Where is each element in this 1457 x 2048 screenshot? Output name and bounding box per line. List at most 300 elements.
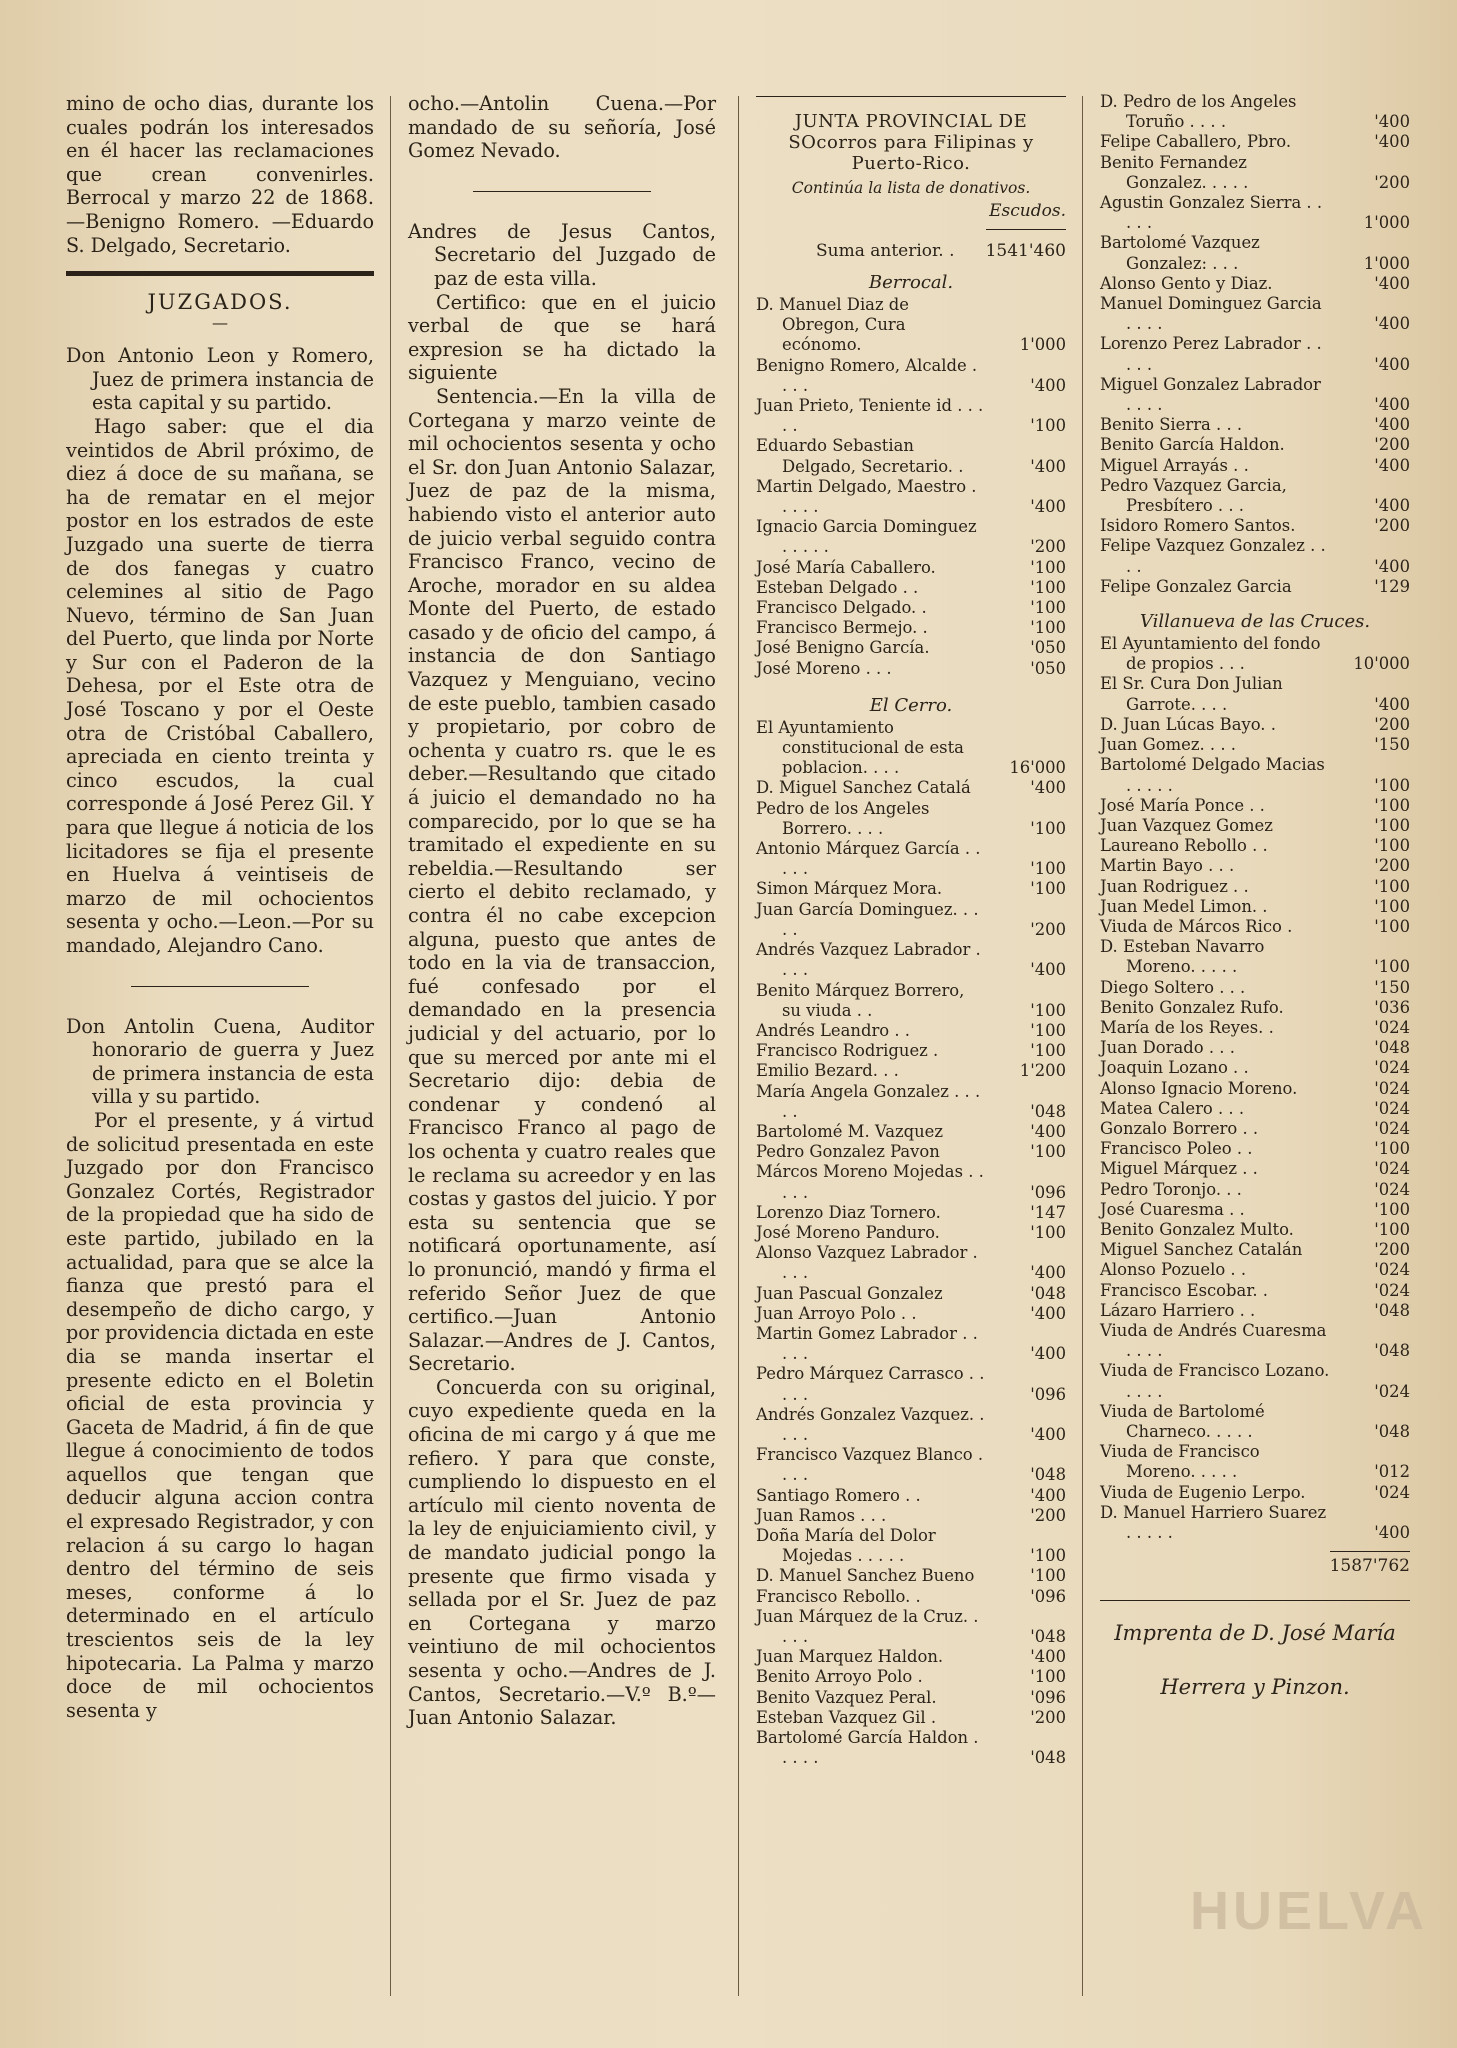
donor-name: Francisco Delgado. . [756,598,927,618]
donor-row [1100,1038,1410,1058]
donor-row [756,940,1066,980]
donor-name: Benito Gonzalez Rufo. [1100,997,1284,1017]
donor-name: Alonso Vazquez Labrador . . . . [756,1243,978,1283]
donation-amount: 1'000 [1363,253,1410,273]
donation-amount: '400 [1030,1344,1066,1364]
donor-name: El Ayuntamiento constitucional de esta poblacion. . . . [756,717,964,778]
donor-row [756,436,1066,476]
donation-amount: '400 [1030,375,1066,395]
donor-name: José María Caballero. [756,557,936,577]
donor-row [1100,634,1410,674]
donation-amount: '200 [1374,435,1410,455]
donor-name: María de los Reyes. . [1100,1017,1274,1037]
donor-row [756,618,1066,638]
donor-row [756,1021,1066,1041]
donor-name: D. Esteban Navarro Moreno. . . . . [1100,937,1265,977]
donor-name: Juan Pascual Gonzalez [756,1283,943,1303]
donor-name: Diego Soltero . . . [1100,977,1246,997]
donor-row [756,1223,1066,1243]
donation-amount: '036 [1374,997,1410,1017]
town-heading: El Cerro. [869,694,953,716]
column-4 [1100,92,1410,1709]
donor-name: Juan Marquez Haldon. [756,1647,944,1667]
donation-amount: '400 [1374,112,1410,132]
donor-name: Pedro de los Angeles Borrero. . . . [756,798,930,838]
donation-amount: '100 [1030,557,1066,577]
donation-amount: '100 [1030,1041,1066,1061]
donation-amount: '100 [1030,1546,1066,1566]
donation-amount: '100 [1030,1566,1066,1586]
printer-imprint: Imprenta de D. José María [1114,1621,1396,1646]
donor-name: Francisco Rodriguez . [756,1041,939,1061]
donor-row [756,1243,1066,1283]
town-heading: Villanueva de las Cruces. [1139,611,1371,633]
donor-row [1100,1483,1410,1503]
donation-amount: '400 [1030,1263,1066,1283]
donation-amount: '100 [1374,1219,1410,1239]
donor-name: Viuda de Eugenio Lerpo. [1100,1482,1306,1502]
donor-row [756,1304,1066,1324]
donor-name: Juan Gomez. . . . [1100,735,1236,755]
donation-amount: '400 [1030,1121,1066,1141]
donation-amount: '400 [1374,314,1410,334]
donor-name: Benito Vazquez Peral. [756,1687,937,1707]
donation-amount: '100 [1030,416,1066,436]
donation-amount: '100 [1030,577,1066,597]
concordance-body: Concuerda con su original, cuyo expediente queda en la oficina de mi cargo y á que me refiero. Y para que conste, cumpliendo lo dispuesto en el artículo mil ciento noventa de la ley de enjuiciamiento civil, y de mandato judicial pongo la presente que firmo visada y sellada por el Sr. Juez de paz en Cortegana y marzo veintiuno de mil ochocientos sesenta y ocho.—Andres de J. Cantos, Secretario.—V.º B.º—Juan Antonio Salazar. [408,1375,716,1730]
donation-amount: '200 [1374,714,1410,734]
donor-name: Miguel Gonzalez Labrador . . . . [1100,374,1321,415]
donor-row [1100,1099,1410,1119]
donation-amount: '400 [1374,354,1410,374]
donor-row [756,1364,1066,1404]
archive-watermark: HUELVA [1190,1881,1428,1941]
column-divider [738,96,739,1996]
donor-row [1100,1058,1410,1078]
donor-name: D. Manuel Harriero Suarez . . . . . [1100,1502,1327,1543]
donor-row [756,558,1066,578]
donation-amount: '048 [1374,1341,1410,1361]
donation-amount: '129 [1374,576,1410,596]
donor-row [756,396,1066,436]
donation-amount: '012 [1374,1462,1410,1482]
imprint-rule [1100,1600,1410,1601]
donor-name: Miguel Sanchez Catalán [1100,1240,1303,1260]
edict-heading: Don Antonio Leon y Romero, Juez de primera instancia de esta capital y su partido. [66,344,374,415]
donor-name: D. Juan Lúcas Bayo. . [1100,714,1276,734]
donor-row [756,517,1066,557]
donor-row [1100,755,1410,795]
donor-row [756,638,1066,658]
donor-name: Juan Vazquez Gomez [1100,815,1273,835]
donor-name: Felipe Caballero, Pbro. [1100,132,1292,152]
donation-amount: '024 [1374,1482,1410,1502]
donor-name: Matea Calero . . . [1100,1098,1245,1118]
donor-name: Juan Arroyo Polo . . [756,1303,917,1323]
list-subtitle: Continúa la lista de donativos. [791,179,1031,197]
donation-amount: '100 [1030,818,1066,838]
donor-name: Alonso Pozuelo . . [1100,1260,1247,1280]
donor-row [1100,1503,1410,1543]
sentence-body: Sentencia.—En la villa de Cortegana y marzo veinte de mil ochocientos sesenta y ocho el Sr. don Juan Antonio Salazar, Juez de paz de la misma, habiendo visto el anterior auto de juicio verbal seguido contra Francisco Franco, vecino de Aroche, morador en su aldea Monte del Puerto, de estado casado y de oficio del campo, á instancia de don Santiago Vazquez y Menguiano, vecino de este pueblo, tambien casado y propietario, por cobro de ochenta y cuatro rs. que le es deber.—Resultando que citado á juicio el demandado no ha comparecido, por lo que se ha tramitado el expediente en su rebeldia.—Resultando ser cierto el debito reclamado, y contra él no cabe excepcion alguna, puesto que antes de todo en la via de transaccion, fué confesado por el demandado en la presencia judicial y del actuario, por lo que su merced por ante mi el Secretario dijo: debia de condenar y condenó al Francisco Franco al pago de los ochenta y cuatro reales que le reclama su acreedor y en las costas y gastos del juicio. Y por esta su sentencia que se notificará oportunamente, así lo pronunció, mandó y firma el referido Señor Juez de que certifico.—Juan Antonio Salazar.—Andres de J. Cantos, Secretario. [408,384,716,1376]
donation-list-cerro-continued [1100,92,1410,597]
donation-amount: '200 [1374,516,1410,536]
donation-amount: '024 [1374,1280,1410,1300]
donor-row [756,295,1066,356]
donation-amount: '048 [1030,1748,1066,1768]
donor-row [756,981,1066,1021]
donation-amount: '100 [1374,795,1410,815]
donor-row [756,1566,1066,1586]
donor-row [756,1445,1066,1485]
donation-amount: '400 [1374,455,1410,475]
donor-name: El Sr. Cura Don Julian Garrote. . . . [1100,674,1283,714]
donor-name: Viuda de Márcos Rico . [1100,916,1293,936]
previous-sum-row [756,240,1066,262]
donor-name: Viuda de Bartolomé Charneco. . . . . [1100,1401,1265,1441]
donor-name: D. Pedro de los Angeles Toruño . . . . [1100,92,1297,132]
donor-row [1100,978,1410,998]
donation-amount: '400 [1030,1647,1066,1667]
donor-row [756,1142,1066,1162]
donation-amount: '048 [1030,1283,1066,1303]
donor-row [1100,897,1410,917]
donor-name: Felipe Vazquez Gonzalez . . . . [1100,536,1326,576]
donor-row [1100,998,1410,1018]
donation-amount: '048 [1030,1101,1066,1121]
donation-amount: '400 [1030,1303,1066,1323]
divider [473,191,652,192]
donation-amount: '100 [1374,1199,1410,1219]
edict-body: Hago saber: que el dia veintidos de Abril próximo, de diez á doce de su mañana, se ha de rematar en el mejor postor en los estrados de este Juzgado una suerte de tierra de dos fanegas y cuatro celemines al sitio de Pago Nuevo, término de San Juan del Puerto, que linda por Norte y Sur con el Paderon de la Dehesa, por el Este otra de José Toscano y por el Oeste otra de Cristóbal Caballero, apreciada en ciento treinta y cinco escudos, la cual corresponde á José Perez Gil. Y para que llegue á noticia de los licitadores se fija el presente en Huelva á veintiseis de marzo de mil ochocientos sesenta y ocho.—Leon.—Por su mandado, Alejandro Cano. [66,414,374,957]
donation-list-berrocal [756,295,1066,679]
donation-amount: '400 [1374,1523,1410,1543]
donor-name: Eduardo Sebastian Delgado, Secretario. . [756,436,964,476]
donor-name: Juan Medel Limon. . [1100,896,1268,916]
donor-name: Benito Márquez Borrero, su viuda . . [756,980,965,1020]
donation-amount: '100 [1374,775,1410,795]
donor-row [756,578,1066,598]
donor-row [1100,917,1410,937]
donor-row [756,1324,1066,1364]
donor-name: Laureano Rebollo . . [1100,836,1268,856]
donation-amount: '400 [1030,960,1066,980]
donor-name: Andrés Gonzalez Vazquez. . . . . [756,1404,985,1444]
donor-name: Agustin Gonzalez Sierra . . . . . [1100,193,1323,233]
donor-name: El Ayuntamiento del fondo de propios . . . [1100,634,1321,674]
donor-name: Manuel Dominguez Garcia . . . . [1100,294,1322,334]
donor-name: Santiago Romero . . [756,1485,921,1505]
edict-body: Por el presente, y á virtud de solicitud presentada en este Juzgado por don Francisco Gonzalez Cortés, Registrador de la propiedad que ha sido de este partido, jubilado en la actualidad, para que se alce la fianza que prestó para el desempeño de dicho cargo, y por providencia dictada en este dia se manda insertar el presente edicto en el Boletin oficial de esta provincia y Gaceta de Madrid, á fin de que llegue á conocimiento de todos aquellos que tengan que deducir alguna accion contra el expresado Registrador, y con relacion á su cargo lo hagan dentro del término de seis meses, conforme á lo determinado en el artículo trescientos seis de la ley hipotecaria. La Palma y marzo doce de mil ochocientos sesenta y [66,1108,374,1722]
donor-name: Benito Gonzalez Multo. [1100,1219,1294,1239]
column-3 [756,92,1066,1768]
donation-amount: '024 [1374,1159,1410,1179]
donor-name: Juan Dorado . . . [1100,1038,1235,1058]
donor-row [1100,937,1410,977]
donation-amount: '150 [1374,977,1410,997]
donation-amount: '100 [1374,836,1410,856]
donation-amount: '100 [1374,876,1410,896]
donor-row [1100,1281,1410,1301]
donation-amount: '100 [1030,1667,1066,1687]
donor-name: Juan Rodriguez . . [1100,876,1249,896]
donor-row [756,1203,1066,1223]
donor-row [756,1607,1066,1647]
donation-amount: '050 [1030,658,1066,678]
donor-name: D. Miguel Sanchez Catalá [756,778,971,798]
donor-name: Juan Ramos . . . [756,1505,887,1525]
donation-amount: '100 [1374,916,1410,936]
donor-row [1100,1301,1410,1321]
donation-amount: '200 [1374,172,1410,192]
donation-amount: '400 [1030,1485,1066,1505]
donor-row [1100,1240,1410,1260]
donation-amount: 1'200 [1019,1061,1066,1081]
donor-name: Francisco Poleo . . [1100,1139,1253,1159]
donation-amount: '100 [1374,815,1410,835]
donor-row [1100,1180,1410,1200]
donation-amount: '096 [1030,1384,1066,1404]
donation-amount: '400 [1030,497,1066,517]
edict-heading: Don Antolin Cuena, Auditor honorario de guerra y Juez de primera instancia de esta villa y su partido. [66,1014,374,1109]
donor-row [1100,877,1410,897]
donor-row [1100,1119,1410,1139]
donor-row [1100,1402,1410,1442]
donor-name: Martin Gomez Labrador . . . . . [756,1323,978,1364]
donation-amount: '150 [1374,735,1410,755]
donation-amount: '024 [1374,1017,1410,1037]
donor-name: Alonso Ignacio Moreno. [1100,1078,1298,1098]
donation-amount: '400 [1374,694,1410,714]
donation-amount: '200 [1030,1505,1066,1525]
donation-amount: '400 [1030,778,1066,798]
donation-amount: '096 [1030,1687,1066,1707]
donation-amount: '024 [1374,1118,1410,1138]
donor-row [1100,715,1410,735]
donor-row [1100,816,1410,836]
donor-row [1100,516,1410,536]
donor-row [756,1041,1066,1061]
donor-row [1100,456,1410,476]
donor-name: Viuda de Francisco Moreno. . . . . [1100,1442,1260,1482]
donor-name: Simon Márquez Mora. [756,879,943,899]
donation-amount: 10'000 [1353,654,1410,674]
donation-amount: '024 [1374,1058,1410,1078]
donor-name: Márcos Moreno Mojedas . . . . . [756,1162,984,1202]
sum-rule [986,229,1066,230]
donor-name: Bartolomé Vazquez Gonzalez: . . . [1100,233,1260,273]
donor-row [756,1061,1066,1081]
donor-name: Andrés Vazquez Labrador . . . . [756,940,981,980]
donor-row [756,1162,1066,1202]
donor-row [1100,274,1410,294]
donation-amount: '024 [1374,1078,1410,1098]
donor-row [756,900,1066,940]
donor-row [756,477,1066,517]
donor-row [1100,92,1410,132]
divider [131,986,310,987]
donor-name: Juan García Dominguez. . . . . [756,899,979,939]
donor-row [1100,334,1410,374]
donor-row [756,1526,1066,1566]
donor-row [1100,435,1410,455]
donation-amount: '100 [1030,879,1066,899]
previous-sum-label: Suma anterior. . [816,241,955,261]
donor-name: Ignacio Garcia Dominguez . . . . . [756,517,977,557]
donor-row [1100,1139,1410,1159]
donor-row [1100,476,1410,516]
donation-amount: '050 [1030,638,1066,658]
donation-amount: '200 [1374,1240,1410,1260]
donor-row [1100,1442,1410,1482]
donor-row [1100,193,1410,233]
donor-name: Isidoro Romero Santos. [1100,516,1296,536]
donation-amount: 1'000 [1363,213,1410,233]
donation-amount: '100 [1030,1020,1066,1040]
donor-row [1100,735,1410,755]
donor-name: Lorenzo Perez Labrador . . . . . [1100,334,1322,374]
donation-amount: '400 [1374,496,1410,516]
donation-list-villanueva [1100,634,1410,1543]
donor-row [756,659,1066,679]
donor-name: Benigno Romero, Alcalde . . . . [756,355,978,395]
donor-name: Benito Fernandez Gonzalez. . . . . [1100,152,1249,192]
donor-row [756,1284,1066,1304]
donor-name: Felipe Gonzalez Garcia [1100,576,1292,596]
column-2 [408,92,716,1730]
donation-amount: '100 [1030,859,1066,879]
donor-name: Bartolomé García Haldon . . . . . [756,1728,979,1768]
donation-amount: '100 [1374,896,1410,916]
column-divider [390,96,391,1996]
donor-name: Martin Delgado, Maestro . . . . . [756,476,977,517]
donation-amount: '100 [1030,1142,1066,1162]
text-block: ocho.—Antolin Cuena.—Por mandado de su señoría, José Gomez Nevado. [408,92,716,163]
donor-name: Benito Arroyo Polo . [756,1667,923,1687]
donor-name: Antonio Márquez García . . . . . [756,839,981,879]
donation-amount: '024 [1374,1260,1410,1280]
donor-row [756,1708,1066,1728]
donation-amount: '100 [1030,1222,1066,1242]
donor-name: Pedro Vazquez Garcia, Presbítero . . . [1100,475,1287,516]
donor-row [756,879,1066,899]
printer-imprint: Herrera y Pinzon. [1160,1675,1350,1700]
donation-amount: '147 [1030,1202,1066,1222]
donor-row [1100,1079,1410,1099]
donor-row [756,1486,1066,1506]
donor-name: Juan Márquez de la Cruz. . . . . [756,1606,979,1646]
donor-name: Francisco Bermejo. . [756,618,928,638]
previous-sum-amount: 1541'460 [985,241,1066,261]
donor-row [756,839,1066,879]
donation-amount: '400 [1030,1424,1066,1444]
donation-amount: '096 [1030,1586,1066,1606]
donor-row [756,1082,1066,1122]
donor-row [756,1688,1066,1708]
donor-row [756,1647,1066,1667]
column-1 [66,92,374,1722]
donation-amount: '096 [1030,1182,1066,1202]
donation-amount: 16'000 [1009,758,1066,778]
donation-amount: '024 [1374,1098,1410,1118]
donation-amount: '100 [1030,1000,1066,1020]
donation-amount: '400 [1374,415,1410,435]
donor-name: Joaquin Lozano . . [1100,1058,1249,1078]
donation-amount: '200 [1030,919,1066,939]
donor-name: Andrés Leandro . . [756,1020,910,1040]
donor-row [756,1587,1066,1607]
donation-amount: '024 [1374,1381,1410,1401]
donor-row [1100,233,1410,273]
donor-name: José Moreno Panduro. [756,1222,940,1242]
donor-row [1100,536,1410,576]
top-rule [756,96,1066,97]
donation-amount: '400 [1374,556,1410,576]
donor-row [756,718,1066,779]
donation-amount: '048 [1374,1422,1410,1441]
text-block: mino de ocho dias, durante los cuales podrán los interesados en él hacer las reclamaciones que crean convenirles. Berrocal y marzo 22 de 1868. —Benigno Romero. —Eduardo S. Delgado, Secretario. [66,92,374,257]
donor-name: Esteban Vazquez Gil . [756,1707,937,1727]
donor-row [1100,1321,1410,1361]
donor-row [1100,1260,1410,1280]
donor-row [1100,796,1410,816]
donor-row [1100,1361,1410,1401]
donor-row [756,356,1066,396]
donor-name: Francisco Rebollo. . [756,1586,921,1606]
donor-row [756,1728,1066,1768]
donor-name: José Benigno García. [756,638,930,658]
column-divider [1082,96,1083,1996]
donation-amount: '100 [1374,1139,1410,1159]
donor-name: José Moreno . . . [756,658,892,678]
donor-row [756,799,1066,839]
donation-amount: '400 [1030,456,1066,476]
donation-amount: '100 [1374,957,1410,977]
donor-row [1100,577,1410,597]
donor-row [1100,836,1410,856]
donor-name: Martin Bayo . . . [1100,856,1235,876]
certificate-body: Certifico: que en el juicio verbal de que se hará expresion se ha dictado la siguiente [408,290,716,385]
donor-name: Pedro Gonzalez Pavon [756,1142,940,1162]
donation-amount: 1'000 [1019,335,1066,355]
donor-row [756,1667,1066,1687]
donor-name: José María Ponce . . [1100,795,1265,815]
donor-name: D. Manuel Diaz de Obregon, Cura ecónomo. [756,295,909,355]
donation-amount: '200 [1030,537,1066,557]
donation-amount: '100 [1030,618,1066,638]
donor-row [1100,1220,1410,1240]
donor-row [1100,375,1410,415]
donation-amount: '048 [1030,1465,1066,1485]
donor-name: Juan Prieto, Teniente id . . . . . [756,396,984,436]
donor-name: Lorenzo Diaz Tornero. [756,1202,941,1222]
donor-name: Alonso Gento y Diaz. [1100,273,1273,293]
donation-amount: '400 [1374,395,1410,415]
donor-name: Francisco Vazquez Blanco . . . . [756,1445,984,1485]
certificate-heading: Andres de Jesus Cantos, Secretario del Juzgado de paz de esta villa. [408,219,716,290]
donation-amount: '200 [1374,856,1410,876]
donor-row [1100,153,1410,193]
list-title: JUNTA PROVINCIAL DE SOcorros para Filipinas y Puerto-Rico. [788,111,1034,174]
total-rule [1330,1551,1410,1552]
donor-name: Miguel Márquez . . [1100,1159,1258,1179]
grand-total: 1587'762 [1329,1556,1410,1577]
donor-row [1100,294,1410,334]
donor-name: Bartolomé Delgado Macias . . . . . [1100,755,1325,795]
donor-name: María Angela Gonzalez . . . . . [756,1081,981,1121]
donor-name: Miguel Arrayás . . [1100,455,1249,475]
donation-amount: '024 [1374,1179,1410,1199]
